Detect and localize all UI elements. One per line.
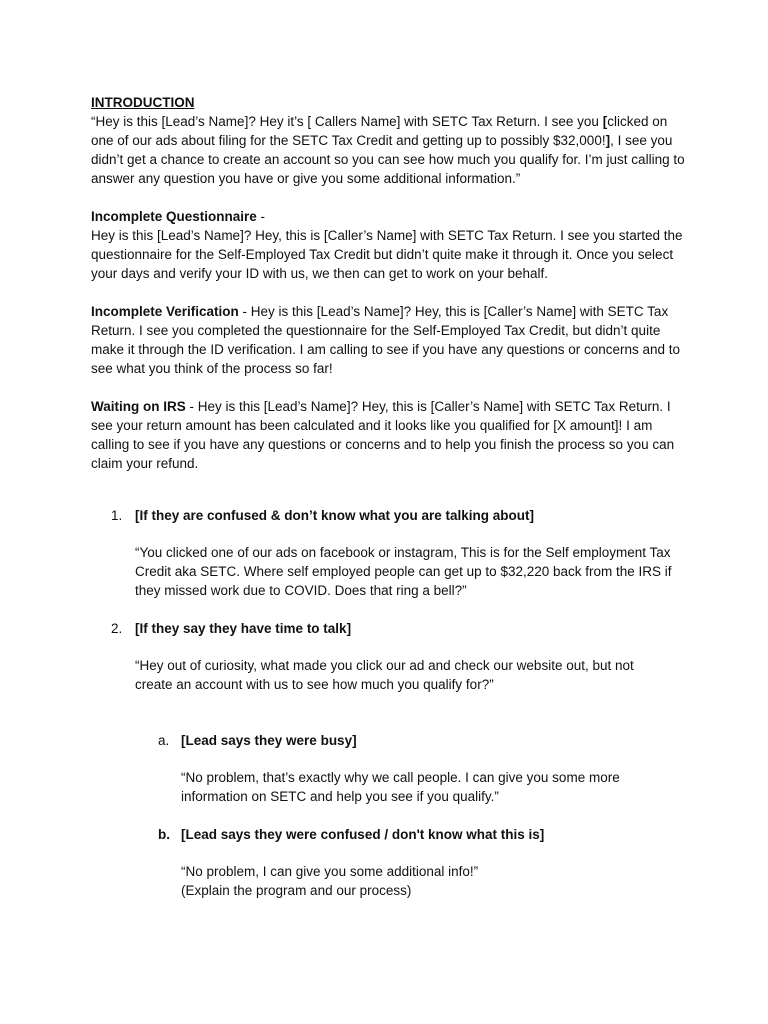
incomplete-questionnaire-title: Incomplete Questionnaire -	[91, 209, 266, 224]
sublist-item-body: “No problem, that’s exactly why we call people. I can give you some more information on SETC and help you see if you qualify.”	[181, 770, 620, 804]
list-item-label: [If they say they have time to talk]	[135, 621, 352, 636]
sublist-item-letter: b.	[158, 827, 170, 842]
sublist-item-letter: a.	[158, 733, 170, 748]
list-item-body: “You clicked one of our ads on facebook or instagram, This is for the Self employment Tax Credit aka SETC. Where self employed people can get up to $32,220 back from the IRS if they missed work due to COVID. Does that ring a bell?”	[135, 545, 672, 598]
incomplete-verification-section	[91, 302, 691, 378]
list-item-number: 2.	[111, 621, 123, 636]
sublist-item-label: [Lead says they were busy]	[181, 733, 357, 748]
waiting-on-irs-text: Waiting on IRS - Hey is this [Lead’s Name]? Hey, this is [Caller’s Name] with SETC Tax Return. I see your return amount has been calculated and it looks like you qualified for [X amount]! I am calling to see if you have any questions or concerns and to help you finish the process so you can claim your refund.	[91, 399, 675, 471]
document-page	[91, 93, 691, 473]
list-item-body: “Hey out of curiosity, what made you click our ad and check our website out, but not create an account with us to see how much you qualify for?”	[135, 658, 634, 692]
introduction-section	[91, 93, 691, 188]
waiting-on-irs-section	[91, 397, 691, 473]
introduction-text: “Hey is this [Lead’s Name]? Hey it’s [ Callers Name] with SETC Tax Return. I see you [clicked on one of our ads about filing for the SETC Tax Credit and getting up to possibly $32,000!], I see you didn’t get a chance to create an account so you can see how much you qualify for. I’m just calling to answer any question you have or give you some additional information.”	[91, 114, 685, 186]
sublist-item-body-line: “No problem, I can give you some additional info!”	[181, 864, 479, 879]
sublist-item-body-line: (Explain the program and our process)	[181, 883, 412, 898]
incomplete-verification-text: Incomplete Verification - Hey is this [Lead’s Name]? Hey, this is [Caller’s Name] with SETC Tax Return. I see you completed the questionnaire for the Self-Employed Tax Credit, but didn’t quite make it through the ID verification. I am calling to see if you have any questions or concerns and to see what you think of the process so far!	[91, 304, 681, 376]
list-item-number: 1.	[111, 508, 123, 523]
introduction-heading: INTRODUCTION	[91, 95, 195, 110]
sublist-item-body	[181, 862, 681, 900]
incomplete-questionnaire-section	[91, 207, 691, 283]
sublist-item-label: [Lead says they were confused / don't know what this is]	[181, 827, 545, 842]
list-item-label: [If they are confused & don’t know what you are talking about]	[135, 508, 535, 523]
incomplete-questionnaire-text: Hey is this [Lead’s Name]? Hey, this is [Caller’s Name] with SETC Tax Return. I see you started the questionnaire for the Self-Employed Tax Credit but didn’t quite make it through it. Once you select your days and verify your ID with us, we then can get to work on your behalf.	[91, 228, 683, 281]
